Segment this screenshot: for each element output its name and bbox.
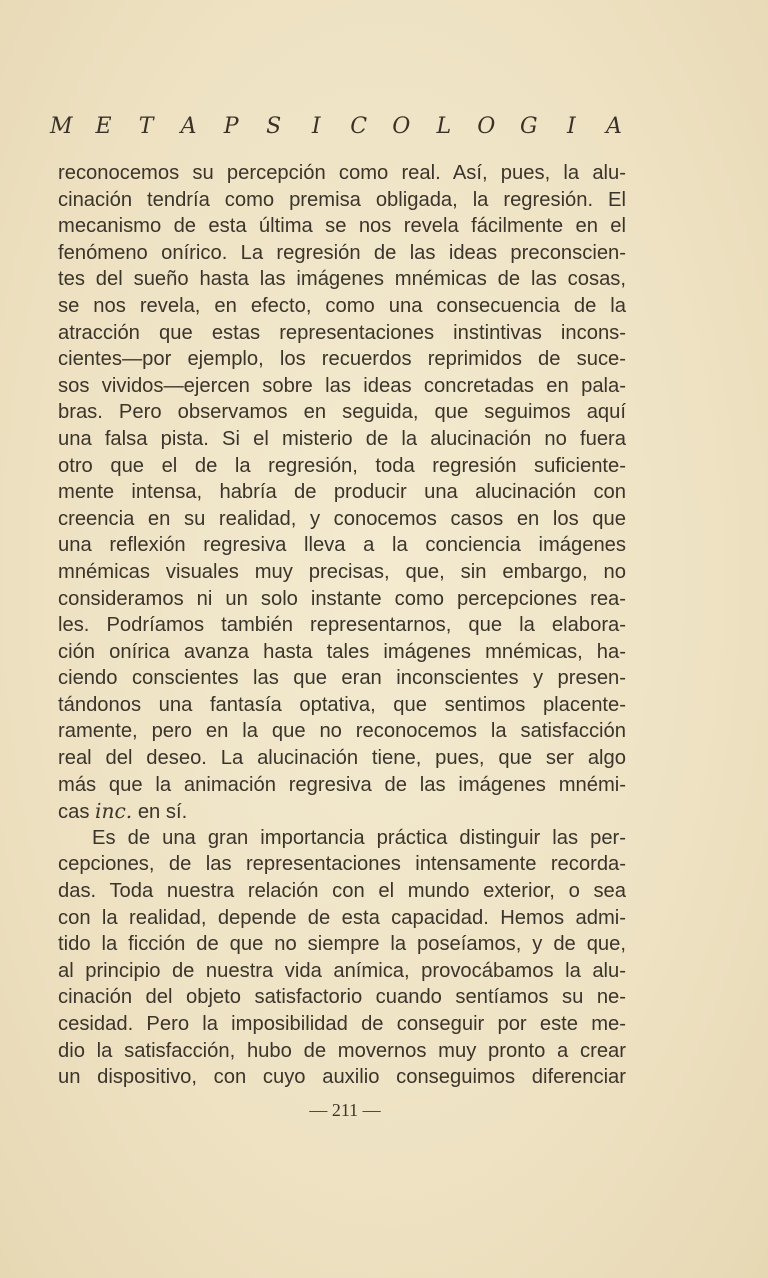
text-line: tido la ficción de que no siempre la poseíamos, y de que, [58, 933, 626, 956]
running-head-letter: L [436, 114, 452, 139]
running-head-letter: C [350, 114, 368, 139]
text-fragment: cas [58, 801, 96, 824]
text-line: cinación del objeto satisfactorio cuando sentíamos su ne- [58, 986, 626, 1009]
text-line: una falsa pista. Si el misterio de la alucinación no fuera [58, 427, 626, 450]
paragraph-2 [58, 825, 626, 1091]
text-line: ciendo conscientes las que eran inconscientes y presen- [58, 667, 626, 690]
text-line: reconocemos su percepción como real. Así, pues, la alu- [58, 162, 626, 184]
text-line: cesidad. Pero la imposibilidad de conseguir por este me- [58, 1013, 626, 1035]
text-line: real del deseo. La alucinación tiene, pues, que ser algo [58, 747, 626, 770]
text-line: consideramos ni un solo instante como percepciones rea- [58, 587, 626, 610]
page-number: — 211 — [309, 1100, 381, 1120]
running-head-letter: E [95, 114, 112, 139]
running-head-letter: S [266, 114, 282, 139]
text-line: ramente, pero en la que no reconocemos la satisfacción [58, 720, 626, 743]
text-line: fenómeno onírico. La regresión de las ideas preconscien- [58, 241, 626, 264]
text-line: mecanismo de esta última se nos revela fácilmente en el [58, 215, 626, 238]
text-line: más que la animación regresiva de las imágenes mnémi- [58, 773, 626, 796]
running-head-letter: G [520, 114, 538, 139]
italic-abbreviation: inc. [95, 799, 133, 824]
running-head-letter: O [477, 114, 496, 139]
running-head-letter: A [605, 114, 622, 139]
text-line: al principio de nuestra vida anímica, provocábamos la alu- [58, 959, 626, 982]
text-line: ción onírica avanza hasta tales imágenes mnémicas, ha- [58, 640, 626, 663]
text-line: das. Toda nuestra relación con el mundo exterior, o sea [58, 880, 626, 903]
text-line: tándonos una fantasía optativa, que sentimos placente- [58, 693, 626, 716]
text-line: mente intensa, habría de producir una alucinación con [58, 481, 626, 504]
running-head-letter: I [311, 114, 321, 139]
running-head-letter: I [567, 114, 576, 139]
text-line: otro que el de la regresión, toda regresión suficiente- [58, 454, 626, 477]
running-head-letter: A [180, 114, 197, 139]
text-line: les. Podríamos también representarnos, que la elabora- [58, 614, 626, 637]
text-line: un dispositivo, con cuyo auxilio conseguimos diferenciar [58, 1066, 626, 1089]
running-head-letter: O [392, 114, 411, 139]
running-head [50, 114, 625, 139]
text-line: dio la satisfacción, hubo de movernos muy pronto a crear [58, 1039, 626, 1062]
text-line: creencia en su realidad, y conocemos casos en los que [58, 507, 626, 530]
text-line: una reflexión regresiva lleva a la conciencia imágenes [58, 534, 626, 557]
text-line: mnémicas visuales muy precisas, que, sin embargo, no [58, 560, 626, 583]
running-head-letter: T [138, 114, 154, 139]
running-head-letter: M [50, 114, 73, 139]
text-line: Es de una gran importancia práctica distinguir las per- [92, 826, 626, 849]
text-line: se nos revela, en efecto, como una consecuencia de la [58, 294, 626, 317]
paragraph-1 [58, 160, 626, 825]
text-line: bras. Pero observamos en seguida, que seguimos aquí [58, 401, 626, 424]
text-line: tes del sueño hasta las imágenes mnémicas de las cosas, [58, 268, 626, 291]
text-line: cepciones, de las representaciones intensamente recorda- [58, 853, 626, 876]
text-line: cinación tendría como premisa obligada, la regresión. El [58, 188, 626, 211]
text-fragment: en sí. [132, 801, 188, 824]
body-text [58, 160, 626, 1091]
text-line [58, 798, 626, 825]
running-head-letter: P [223, 114, 239, 139]
text-line: con la realidad, depende de esta capacidad. Hemos admi- [58, 906, 626, 929]
text-line: cientes—por ejemplo, los recuerdos reprimidos de suce- [58, 348, 626, 371]
text-line: atracción que estas representaciones instintivas incons- [58, 321, 626, 344]
text-line: sos vividos—ejercen sobre las ideas concretadas en pala- [58, 374, 626, 397]
